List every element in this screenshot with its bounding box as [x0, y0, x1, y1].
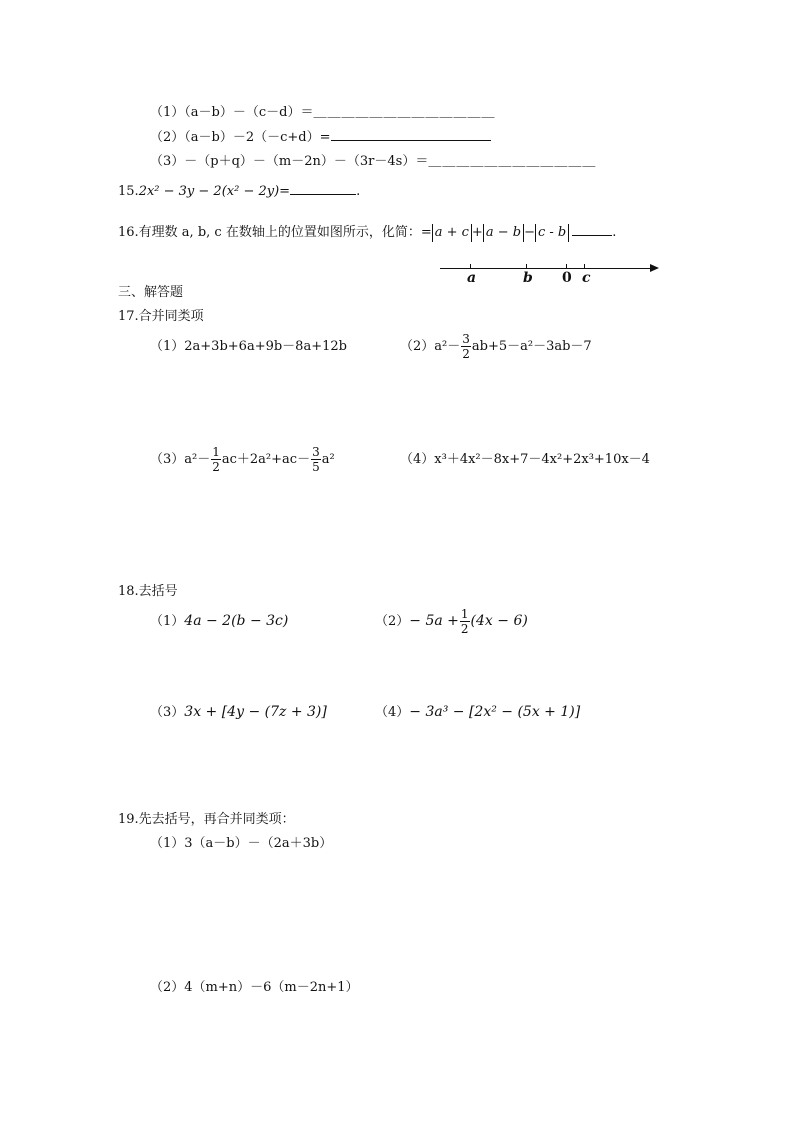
q14-part3-text: （3）－（p＋q）－（m－2n）－（3r－4s）＝: [150, 154, 429, 169]
numerator: 3: [312, 445, 320, 459]
q17-part3-post: a²: [321, 452, 335, 467]
q14-part2: [150, 128, 491, 147]
tick-zero: [566, 264, 567, 269]
q17-part1: （1）2a+3b+6a+9b－8a+12b: [150, 339, 347, 354]
q18-part4-label: （4）: [375, 705, 410, 720]
q19-part1: （1）3（a－b）－（2a＋3b）: [150, 836, 333, 851]
q18-part1-expression: 4a − 2(b − 3c): [184, 613, 289, 629]
q19-title: 19.先去括号，再合并同类项：: [118, 812, 295, 827]
denominator: 2: [212, 460, 220, 474]
q14-part1-text: （1）（a－b）－（c－d）＝: [150, 105, 314, 120]
q15: [118, 182, 360, 201]
q18-part3-label: （3）: [150, 705, 185, 720]
q18-part4-expression: − 3a³ − [2x² − (5x + 1)]: [409, 704, 581, 720]
denominator: 5: [312, 460, 320, 474]
q15-expression: 2x² − 3y − 2(x² − 2y)=: [138, 184, 291, 199]
answer-blank: [290, 182, 356, 195]
q16-period: .: [612, 225, 617, 240]
q19-part2: （2）4（m+n）－6（m－2n+1）: [150, 980, 359, 995]
q15-period: .: [356, 184, 361, 199]
label-c: c: [582, 270, 591, 286]
number-line-axis: [440, 268, 654, 269]
q17-title: 17.合并同类项: [118, 309, 204, 324]
answer-blank: [331, 128, 491, 141]
abs-a-plus-c: a + c: [432, 224, 472, 242]
q16: [118, 223, 616, 242]
plus-sign: +: [471, 225, 483, 240]
fraction: [460, 607, 470, 636]
tick-b: [526, 264, 527, 269]
fraction: [211, 445, 221, 474]
answer-blank: ＿＿＿＿＿＿＿＿＿＿＿＿＿: [313, 105, 496, 120]
arrow-right-icon: [650, 264, 659, 272]
abs-a-minus-b: a − b: [483, 224, 524, 242]
label-a: a: [467, 270, 477, 286]
section-heading: 三、解答题: [118, 285, 184, 300]
q14-part2-text: （2）（a－b）－2（－c+d）=: [150, 130, 331, 145]
label-zero: 0: [562, 270, 572, 286]
fraction: [311, 445, 321, 474]
q17-part3-pre: （3）a²－: [150, 452, 211, 467]
minus-sign: −: [524, 225, 535, 240]
label-b: b: [523, 270, 533, 286]
q18-part1-label: （1）: [150, 614, 185, 629]
q17-part3: [150, 441, 335, 479]
q18-part4: [375, 703, 580, 722]
q17-part3-mid: ac＋2a²+ac－: [221, 452, 311, 467]
q18-part3: [150, 703, 327, 722]
q14-part3: [150, 153, 596, 171]
numerator: 1: [212, 445, 220, 459]
q17-part4: （4）x³＋4x²－8x+7－4x²+2x³+10x－4: [400, 452, 650, 467]
numerator: 3: [462, 332, 470, 346]
q18-title: 18.去括号: [118, 584, 178, 599]
q18-part2: [375, 602, 528, 641]
q16-text: 16.有理数 a, b, c 在数轴上的位置如图所示，化简：=: [118, 225, 432, 240]
number-line: [440, 258, 664, 292]
abs-c-minus-b: c - b: [535, 224, 569, 242]
q17-part2-post: ab+5－a²－3ab－7: [471, 339, 592, 354]
fraction: [461, 332, 471, 361]
q18-part2-pre: − 5a +: [409, 613, 459, 629]
denominator: 2: [462, 347, 470, 361]
answer-blank: ＿＿＿＿＿＿＿＿＿＿＿＿: [428, 154, 597, 169]
q14-part1: [150, 104, 495, 122]
numerator: 1: [460, 607, 469, 621]
tick-a: [470, 264, 471, 269]
q18-part2-post: (4x − 6): [470, 613, 528, 629]
q17-part2-pre: （2）a²－: [400, 339, 461, 354]
answer-blank: [572, 223, 612, 236]
q17-part2: [400, 328, 592, 366]
q18-part2-label: （2）: [375, 614, 410, 629]
denominator: 2: [460, 622, 469, 636]
q18-part3-expression: 3x + [4y − (7z + 3)]: [184, 704, 327, 720]
q18-part1: [150, 612, 288, 631]
tick-c: [584, 264, 585, 269]
q15-number: 15.: [118, 184, 139, 199]
